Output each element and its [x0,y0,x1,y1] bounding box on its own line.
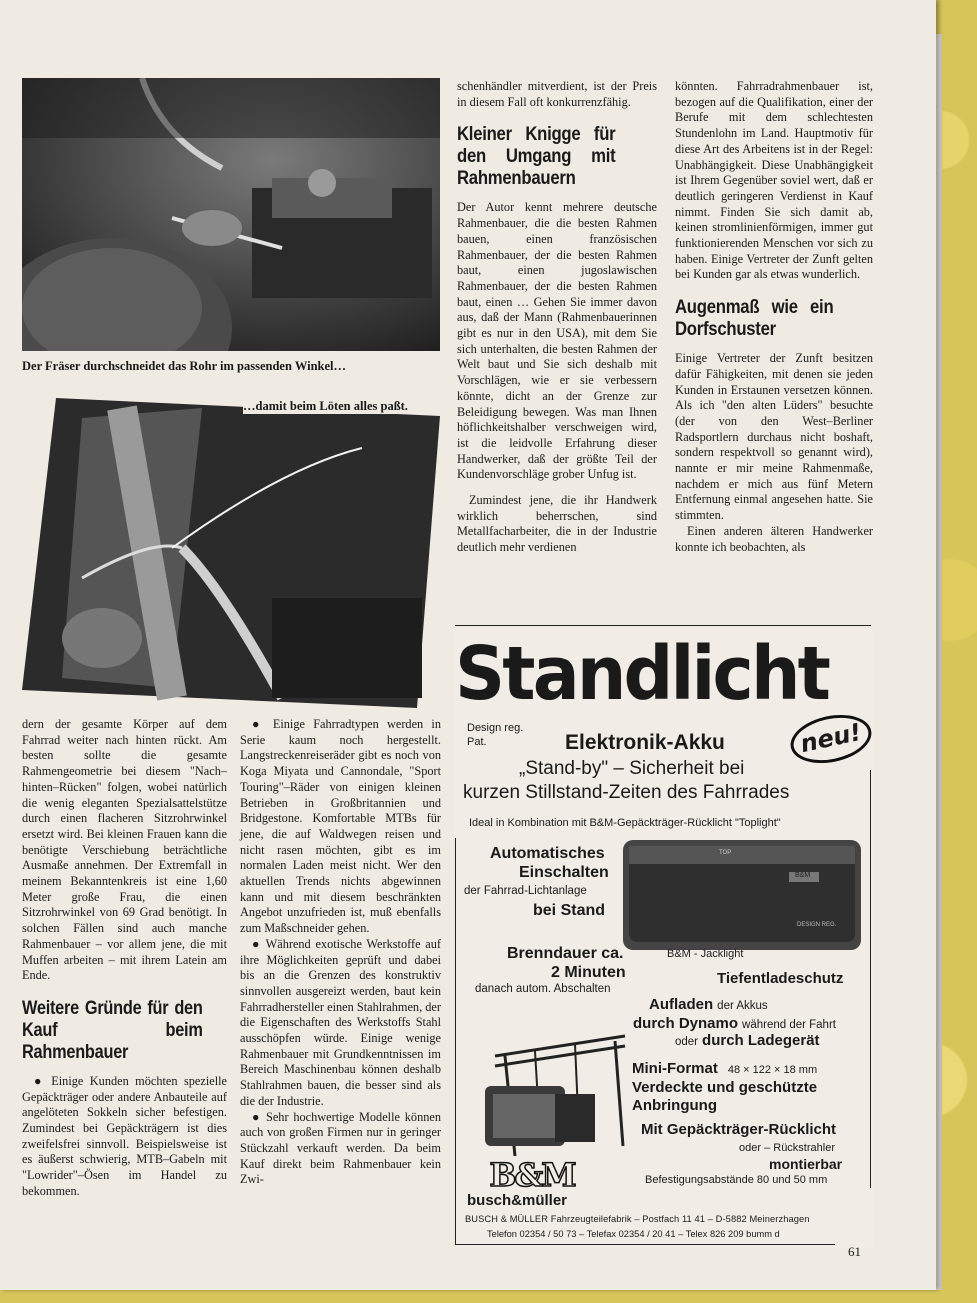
ad-tagline-1: „Stand-by" – Sicherheit bei [519,758,745,779]
ad-auto-line2: Einschalten [519,864,609,881]
ad-busch-mueller: busch&müller [467,1192,568,1209]
ad-border-bottom [455,1244,835,1245]
col4-paragraph-1: Einige Vertreter der Zunft besitzen dafür Fähigkeiten, mit denen sie jeden Kunden in Erstaunen versetzen können. Als ich "den alten Lüders" besuchte (der von den West–Berliner Radsportlern durchaus nicht boshaft, sondern respektvoll so genannt wird), nannte er mir meine Rahmenmaße, nachdem er mich aus fünf Metern Entfernung einmal angesehen hatte. Sie stimmten. [675,351,873,523]
ad-new-badge-text: neu! [797,717,864,759]
ad-border-left [455,838,456,1244]
ad-bm-logo-text: B&M [489,1156,575,1194]
ad-jacklight-label: B&M - Jacklight [667,948,744,960]
ad-mini-format-bold: Mini-Format [632,1060,718,1077]
col1-heading: Weitere Gründe für den Kauf beim Rahmenbauer [22,997,203,1063]
ad-ideal-combination: Ideal in Kombination mit B&M-Gepäckträger-Rücklicht "Toplight" [469,817,781,829]
caption-photo2: …damit beim Löten alles paßt. [243,399,408,413]
ad-aufladen-bold: Aufladen [649,996,714,1013]
ad-montierbar: montierbar [769,1156,843,1172]
ad-mini-format-dims: 48 × 122 × 18 mm [727,1064,818,1076]
column-2 [240,717,441,1188]
ad-address-line1: BUSCH & MÜLLER Fahrzeugteilefabrik – Postfach 11 41 – D-5882 Meinerzhagen [465,1214,810,1224]
col1-bullet-paragraph: ● Einige Kunden möchten spezielle Gepäckträger oder andere Anbauteile auf angelöteten Sokkeln sicher befestigen. Zumindest bei Gepäckträgern ist dies zweifelsfrei sinnvoll. Beispielsweise ist es äußerst schwierig, MTB–Gabeln mit "Lowrider"–Ösen im Handel zu bekommen. [22,1073,227,1198]
ad-aufladen-line3 [675,1032,820,1050]
ad-verdeckte: Verdeckte und geschützte [632,1079,818,1096]
ad-rueckstrahler: oder – Rückstrahler [739,1142,835,1154]
ad-oder-text: oder [675,1036,699,1048]
ad-tagline-2: kurzen Stillstand-Zeiten des Fahrrades [463,782,790,803]
device-design-label: DESIGN REG. [797,922,837,928]
column-3 [457,79,657,556]
ad-rack-illustration [475,1026,635,1166]
ad-brenndauer-line2: 2 Minuten [551,964,626,981]
column-1 [22,717,227,1200]
photo-milling-machine [22,78,440,351]
ad-device-illustration [619,836,865,954]
col4-paragraph-2: Einen anderen älteren Handwerker konnte ich beobachten, als [675,523,873,554]
ad-auto-line4: bei Stand [533,902,606,919]
ad-border-right [870,770,871,1188]
col4-heading: Augenmaß wie ein Dorfschuster [675,297,834,341]
ad-tiefentladeschutz: Tiefentladeschutz [717,970,844,987]
col3-heading: Kleiner Knigge für den Umgang mit Rahmenbauern [457,124,616,190]
ad-gepaecktraeger-ruecklicht: Mit Gepäckträger-Rücklicht [641,1121,837,1138]
ad-pat: Pat. [467,736,487,748]
device-logo-label: B&M [795,872,811,879]
photo-brazing-graphic [22,398,440,708]
ad-dynamo-bold: durch Dynamo [633,1015,739,1032]
ad-auto-line1: Automatisches [490,845,605,862]
ad-brand-title: Standlicht [455,631,829,717]
page-number: 61 [848,1244,861,1259]
ad-subtitle: Elektronik-Akku [565,731,725,754]
col3-intro: schenhändler mitverdient, ist der Preis in diesem Fall oft konkurrenzfähig. [457,79,657,109]
ad-brenndauer-line1: Brenndauer ca. [507,945,624,962]
ad-anbringung: Anbringung [632,1097,717,1114]
ad-befestigung: Befestigungsabstände 80 und 50 mm [645,1174,828,1186]
ad-brenndauer-line3: danach autom. Abschalten [475,983,611,995]
photo-milling-graphic [22,78,440,351]
col2-bullet-1: ● Einige Fahrradtypen werden in Serie kaum noch hergestellt. Langstreckenreiseräder gibt es noch von Koga Miyata und Cannondale, "Sport Touring"–Räder von einigen kleinen Betrieben in Großbritannien und Bridgestone. Komfortable MTBs für jene, die auf Waldwegen reisen und nicht rasen möchten, gibt es im normalen Laden meist nicht. Wer den aktuellen Trends nichts abgewinnen kann und mit diesem beschränkten Angebot unzufrieden ist, muß ebenfalls zum Maßschneider gehen. [240,717,441,936]
standlicht-advertisement [455,628,873,1248]
ad-ladegeraet-bold: durch Ladegerät [702,1032,820,1049]
ad-border-top [455,625,871,626]
ad-aufladen-line2 [633,1015,836,1033]
device-top-label: TOP [719,850,732,856]
ad-aufladen-line1 [649,996,768,1014]
col2-bullet-2: ● Während exotische Werkstoffe auf ihre Möglichkeiten geprüft und dabei bis an die Grenzen des konstruktiv sinnvollen ausgereizt werden, baut kein Fahrradhersteller einen Stahlrahmen, der die Eigenschaften des Werkstoffs Stahl ausschöpfen würde. Einige wenige Rahmenbauer mit Grundkenntnissen im Bereich Maschinenbau können deshalb Stahlrahmen bauen, die besser sind als die der Industrie. [240,936,441,1108]
ad-auto-line3: der Fahrrad-Lichtanlage [464,885,587,897]
ad-new-badge [786,708,876,770]
ad-dynamo-rest: während der Fahrt [742,1019,836,1031]
ad-mini-format-line [632,1060,817,1078]
col3-paragraph-1: Der Autor kennt mehrere deutsche Rahmenbauer, die die besten Rahmen bauen, einen französischen Rahmenbauer, der die besten Rahmen baut, einen jugoslawischen Rahmenbauer, der die besten Rahmen baut, einen … Gehen Sie immer davon aus, daß der Mann (Rahmenbauerinnen gibt es nur in den USA), mit dem Sie sich unterhalten, die besten Rahmen der Welt baut und Sie sich deshalb mit Vorschlägen, wie er sie verbessern könnte, dicht an der Grenze zur Beleidigung bewegen. Was man Ihnen höflichkeitshalber verschweigen wird, ist die leidvolle Erfahrung dieser Handwerker, daß der größte Teil der Kundenvorschläge grober Unfug ist. [457,200,657,482]
standlicht-device-graphic [619,836,865,954]
caption-photo1: Der Fräser durchschneidet das Rohr im passenden Winkel… [22,359,346,373]
ad-design-reg: Design reg. [467,722,524,734]
ad-aufladen-rest: der Akkus [717,1000,768,1012]
ad-address-line2: Telefon 02354 / 50 73 – Telefax 02354 / 20 41 – Telex 826 209 bumm d [487,1229,780,1239]
rack-lamp-graphic [475,1026,635,1166]
column-4 [675,79,873,555]
col1-paragraph: dern der gesamte Körper auf dem Fahrrad weiter nach hinten rückt. Am besten sollte die gesamte Rahmengeometrie bei diesem "Nach–hinten–Rücken" folgen, wobei natürlich die wenig eleganten Spezialsattelstütze durch einen flacheren Sitzrohrwinkel ersetzt wird. Bei kleinen Frauen kann die benötigte Verschiebung beträchtliche Ausmaße annehmen. Der Extremfall in meinem Bekanntenkreis ist eine 1,60 Meter große Frau, die einen Sitzrohrwinkel von 69 Grad benötigt. In solchen Fällen sind auch manche Rahmenbauer – vor allem jene, die mit Muffen arbeiten – mit ihrem Latein am Ende. [22,717,227,983]
col4-intro: könnten. Fahrradrahmenbauer ist, bezogen auf die Qualifikation, einer der Berufe mit dem schlechtesten Stundenlohn im Land. Hauptmotiv für diese Art des Arbeitens ist in der Regel: Unabhängigkeit. Diese Unabhängigkeit ist Ihrem Gegenüber soviel wert, daß er deutlich geringeren Verdienst in Kauf nimmt. Finden Sie sich damit ab, keinen stromlinienförmigen, immer gut funktionierenden Menschen vor sich zu haben. Einige Vertreter der Zunft gelten bei Kunden gar als etwas wunderlich. [675,79,873,282]
ad-bm-logo [487,1156,577,1192]
col3-paragraph-2: Zumindest jene, die ihr Handwerk wirklich beherrschen, sind Metallfacharbeiter, die in der Industrie deutlich mehr verdienen [457,493,657,555]
photo-brazing [22,398,440,708]
col2-bullet-3: ● Sehr hochwertige Modelle können auch von großen Firmen nur in geringer Stückzahl verkauft werden. Da beim Kauf direkt beim Rahmenbauer kein Zwi- [240,1109,441,1187]
